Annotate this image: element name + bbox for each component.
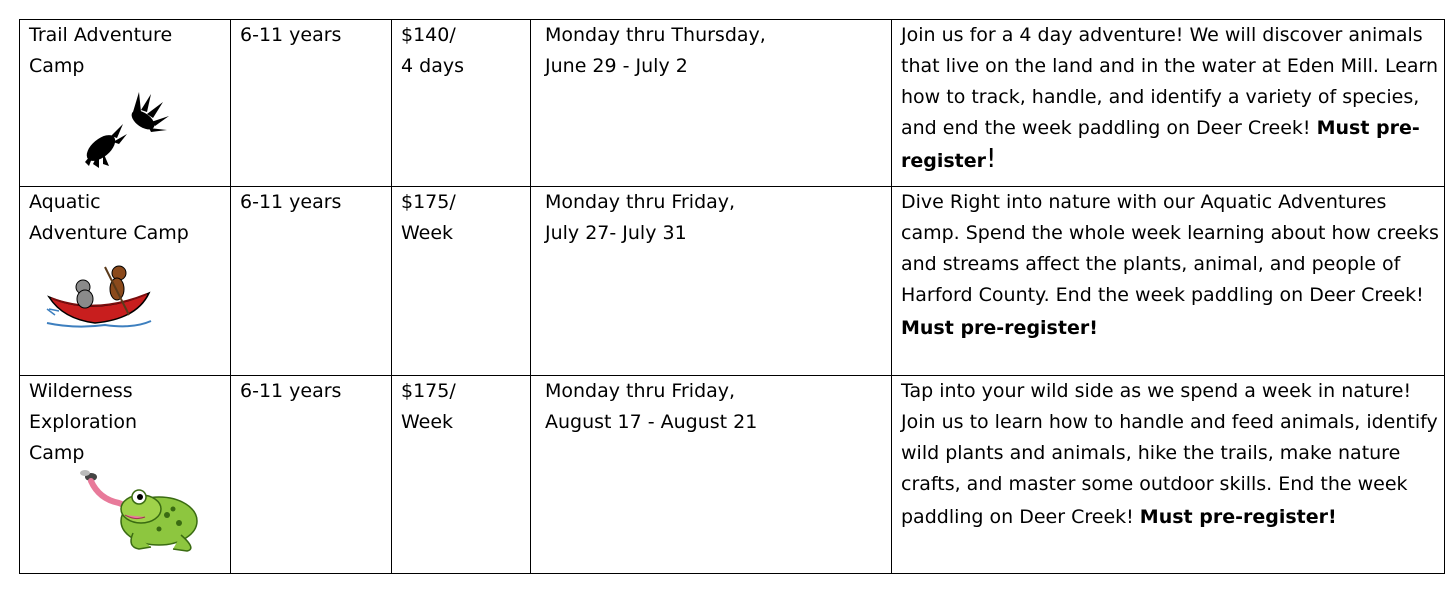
camp-name-line: Wilderness — [29, 380, 133, 402]
table-row — [20, 20, 1445, 187]
description-text: Tap into your wild side as we spend a week in nature! Join us to learn how to handle and feed animals, identify wild plants and animals, hike the trails, make nature crafts, and master some outdoor skills. End the week paddling on Deer Creek! — [901, 380, 1438, 528]
price-line: $175/ — [401, 380, 456, 402]
camp-name-line: Adventure Camp — [29, 222, 189, 244]
table-row — [20, 187, 1445, 376]
camp-name-line: Trail Adventure — [29, 24, 173, 46]
description-cell — [892, 376, 1445, 574]
camp-name-line: Aquatic — [29, 191, 101, 213]
must-register-text: Must pre-register! — [901, 317, 1098, 339]
camp-name-line: Camp — [29, 442, 85, 464]
price-line: $140/ — [401, 24, 456, 46]
description-text: Dive Right into nature with our Aquatic Adventures camp. Spend the whole week learning about how creeks and streams affect the plants, animal, and people of Harford County. End the week paddling on Deer Creek! — [901, 191, 1439, 306]
ages-text: 6-11 years — [240, 191, 342, 213]
must-register-text: Must pre-register — [901, 117, 1420, 172]
date-line: Monday thru Friday, — [545, 380, 736, 402]
description-cell — [892, 20, 1445, 187]
camp-name-line: Camp — [29, 55, 85, 77]
dates-cell — [531, 376, 892, 574]
ages-text: 6-11 years — [240, 380, 342, 402]
paw-prints-icon — [77, 90, 177, 168]
camp-name-cell — [20, 20, 231, 187]
description-cell — [892, 187, 1445, 376]
must-register-text: Must pre-register! — [1139, 506, 1337, 528]
price-cell — [392, 376, 531, 574]
date-line: Monday thru Friday, — [545, 191, 736, 213]
camp-name-cell — [20, 187, 231, 376]
camp-schedule-table — [19, 19, 1445, 574]
date-line: June 29 - July 2 — [545, 55, 688, 77]
price-line: Week — [401, 411, 454, 433]
frog-catching-fly-icon — [69, 469, 209, 555]
price-line: 4 days — [401, 55, 464, 77]
price-line: Week — [401, 222, 454, 244]
exclamation-text: ! — [986, 144, 997, 174]
description-text: Join us for a 4 day adventure! We will discover animals that live on the land and in the water at Eden Mill. Learn how to track, handle, and identify a variety of species, and end the week paddling on Deer Creek! — [901, 24, 1439, 139]
date-line: Monday thru Thursday, — [545, 24, 766, 46]
price-cell — [392, 187, 531, 376]
ages-cell — [231, 20, 392, 187]
date-line: August 17 - August 21 — [545, 411, 758, 433]
price-line: $175/ — [401, 191, 456, 213]
canoe-animals-icon — [45, 257, 155, 331]
camp-name-cell — [20, 376, 231, 574]
dates-cell — [531, 20, 892, 187]
ages-cell — [231, 187, 392, 376]
price-cell — [392, 20, 531, 187]
ages-text: 6-11 years — [240, 24, 342, 46]
dates-cell — [531, 187, 892, 376]
table-row — [20, 376, 1445, 574]
date-line: July 27- July 31 — [545, 222, 687, 244]
camp-name-line: Exploration — [29, 411, 138, 433]
ages-cell — [231, 376, 392, 574]
